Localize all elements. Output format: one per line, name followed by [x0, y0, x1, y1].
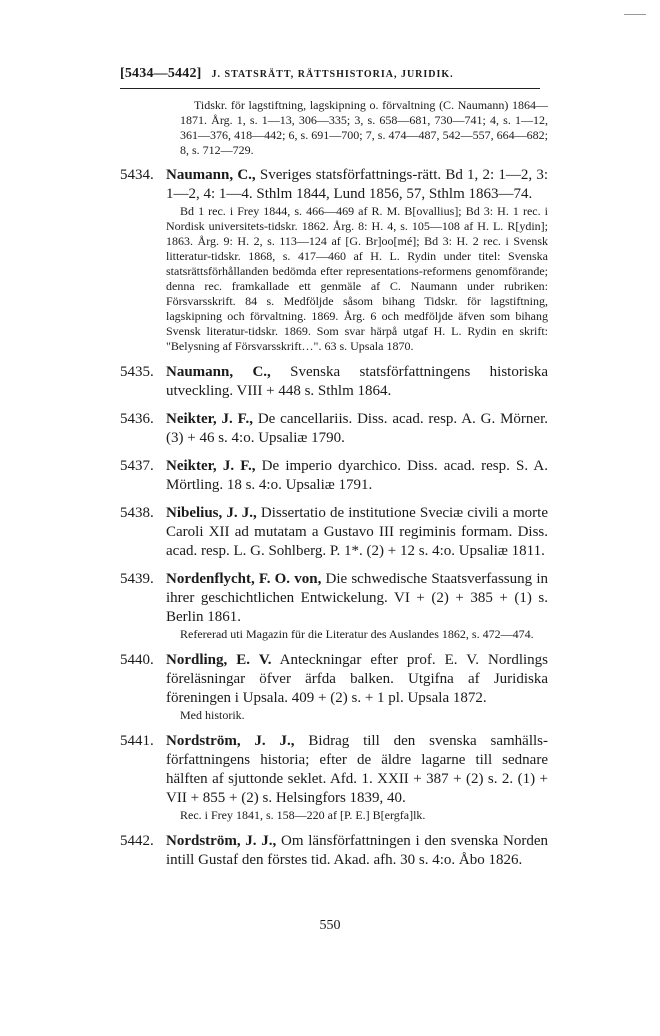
header-rule: [120, 88, 540, 89]
entry-author: Nordström, J. J.,: [166, 833, 277, 849]
entry-author: Naumann, C.,: [166, 167, 256, 183]
entry-text: Bidrag till den svenska samhälls-författningens historia; efter de äldre lagarne till sednare hälften af sjuttonde seklet. Afd. 1. XXII + 387 + (2) s. 2. (1) + VII + 855 + (2) s. Helsingfors 1839, 40.: [166, 733, 548, 806]
entry-author: Neikter, J. F.,: [166, 458, 256, 474]
corner-mark: [624, 14, 646, 15]
entry-number: 5437.: [120, 458, 154, 474]
entry-text: De imperio dyarchico. Diss. acad. resp. S. A. Mörtling. 18 s. 4:o. Upsaliæ 1791.: [166, 458, 548, 493]
entry-text: Sveriges statsförfattnings-rätt. Bd 1, 2: 1—2, 3: 1—2, 4: 1—4. Sthlm 1844, Lund 1856, 57, Sthlm 1863—74.: [166, 167, 548, 202]
entry-text: Die schwedische Staatsverfassung in ihrer geschichtlichen Entwickelung. VI + (2) + 385 + (1) s. Berlin 1861.: [166, 571, 548, 625]
entry-note: Bd 1 rec. i Frey 1844, s. 466—469 af R. M. B[ovallius]; Bd 3: H. 1 rec. i Nordisk universitets-tidskr. 1862. Årg. 8: H. 4, s. 105—108 af H. L. R[ydin]; 1863. Årg. 9: H. 2, s. 113—124 af [G. Br]oo[mé]; Bd 3: H. 2 rec. i Svensk litteratur-tidskr. 1868, s. 417—460 af H. L. Rydin under titel: Svenska statsrättsförhållanden bedömda efter representations-reformens genomförande; denna rec. framkallade ett genmäle af C. Naumann under rubriken: Försvarsskrift. 84 s. Medföljde såsom bihang Tidskr. för lagstiftning, lagskipning och förvaltning. 1869. Årg. 6 och medföljde äfven som bihang Svensk literatur-tidskr. 1869. Som svar härpå utgaf H. L. Rydin en skrift: "Belysning af Försvarsskrift…". 63 s. Upsala 1870.: [166, 204, 548, 353]
running-header: [120, 66, 540, 82]
entry-note: Rec. i Frey 1841, s. 158—220 af [P. E.] B[ergfa]lk.: [180, 808, 426, 822]
entry-text: Dissertatio de institutione Sveciæ civili a morte Caroli XII ad mutatam a Gustavo III regiminis formam. Diss. acad. resp. L. G. Sohlberg. P. 1*. (2) + 12 s. 4:o. Upsaliæ 1811.: [166, 505, 549, 559]
entry-5437: [120, 457, 548, 495]
entry-5439: [120, 570, 548, 642]
entry-number: 5439.: [120, 571, 154, 587]
entry-5440: [120, 651, 548, 723]
entry-number: 5434.: [120, 167, 154, 183]
entry-5442: [120, 832, 548, 870]
entry-author: Neikter, J. F.,: [166, 411, 253, 427]
section-title: J. STATSRÄTT, RÄTTSHISTORIA, JURIDIK.: [211, 69, 454, 80]
entry-author: Nordenflycht, F. O. von,: [166, 571, 322, 587]
entry-number: 5435.: [120, 364, 154, 380]
entry-author: Naumann, C.,: [166, 364, 271, 380]
page-number: 550: [319, 918, 341, 933]
entry-note: Med historik.: [180, 708, 245, 722]
entry-number: 5440.: [120, 652, 154, 668]
entry-author: Nibelius, J. J.,: [166, 505, 257, 521]
entry-text: Om länsförfattningen i den svenska Norden intill Gustaf den förstes tid. Akad. afh. 30 s. 4:o. Åbo 1826.: [166, 833, 548, 868]
entry-text: Svenska statsförfattningens historiska utveckling. VIII + 448 s. Sthlm 1864.: [166, 364, 548, 399]
entry-author: Nordström, J. J.,: [166, 733, 295, 749]
entry-number: 5442.: [120, 833, 154, 849]
entry-number: 5438.: [120, 505, 154, 521]
entry-5438: [120, 504, 548, 561]
entry-5435: [120, 363, 548, 401]
entry-5441: [120, 732, 548, 823]
entry-text: De cancellariis. Diss. acad. resp. A. G. Mörner. (3) + 46 s. 4:o. Upsaliæ 1790.: [166, 411, 548, 446]
page-content: [120, 98, 548, 879]
entry-note: Refererad uti Magazin für die Literatur des Auslandes 1862, s. 472—474.: [180, 627, 534, 641]
entry-number: 5441.: [120, 733, 154, 749]
entry-5436: [120, 410, 548, 448]
entry-5434: [120, 166, 548, 354]
intro-note: Tidskr. för lagstiftning, lagskipning o. förvaltning (C. Naumann) 1864—1871. Årg. 1, s. 1—13, 306—335; 3, s. 658—681, 730—741; 4, s. 1—12, 361—376, 418—442; 6, s. 691—700; 7, s. 474—487, 542—557, 664—682; 8, s. 712—729.: [180, 98, 548, 157]
entry-number: 5436.: [120, 411, 154, 427]
entry-text: Anteckningar efter prof. E. V. Nordlings föreläsningar öfver ärfda balken. Utgifna af Juridiska föreningen i Upsala. 409 + (2) s. + 1 pl. Upsala 1872.: [166, 652, 548, 706]
entry-range: [5434—5442]: [120, 66, 202, 81]
entry-author: Nordling, E. V.: [166, 652, 272, 668]
